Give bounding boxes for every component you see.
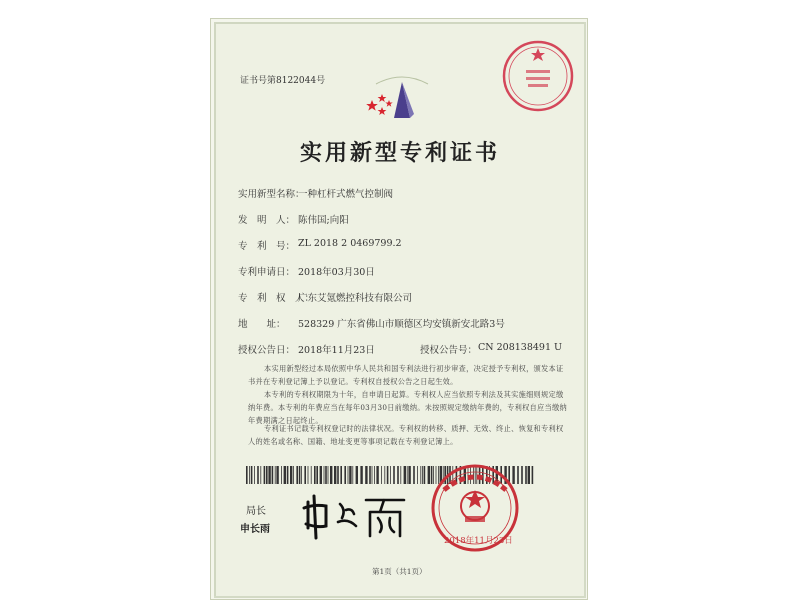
field-label-filing-date: 专利申请日： xyxy=(238,267,296,278)
field-label-patentee: 专 利 权 人： xyxy=(238,293,315,304)
field-value-patentee: 广东艾氪燃控科技有限公司 xyxy=(298,293,413,304)
announce-no-label: 授权公告号： xyxy=(420,345,478,356)
announce-date-label: 授权公告日： xyxy=(238,345,296,356)
signature-icon xyxy=(300,488,410,544)
paragraph-term: 本专利的专利权期限为十年，自申请日起算。专利权人应当依照专利法及其实施细则规定缴纳年费。本专利的年费应当在每年03月30日前缴纳。未按照规定缴纳年费的，专利权自应当缴纳年费期满之日起终止。 xyxy=(248,390,567,425)
paragraph-record: 专利证书记载专利权登记时的法律状况。专利权的转移、质押、无效、终止、恢复和专利权人的姓名或名称、国籍、地址变更等事项记载在专利登记簿上。 xyxy=(248,424,564,446)
field-value-filing-date: 2018年03月30日 xyxy=(298,267,375,278)
certificate-number: 证书号第8122044号 xyxy=(240,76,326,86)
field-label-address: 地 址： xyxy=(238,319,286,330)
director-title: 局长 xyxy=(246,506,266,517)
certificate-title: 实用新型专利证书 xyxy=(300,140,501,166)
field-value-address: 528329 广东省佛山市顺德区均安镇新安北路3号 xyxy=(298,319,505,330)
seal-date: 2018年11月23日 xyxy=(444,536,513,546)
field-label-inventor: 发 明 人： xyxy=(238,215,296,226)
patent-office-logo-icon xyxy=(362,70,434,120)
field-value-inventor: 陈伟国;向阳 xyxy=(298,215,349,226)
director-name: 申长雨 xyxy=(240,524,270,535)
paragraph-grant: 本实用新型经过本局依照中华人民共和国专利法进行初步审查，决定授予专利权，颁发本证书并在专利登记簿上予以登记。专利权自授权公告之日起生效。 xyxy=(248,364,564,386)
field-value-patent-no: ZL 2018 2 0469799.2 xyxy=(298,238,402,249)
agency-seal-icon xyxy=(498,36,578,116)
field-value-name: 一种杠杆式燃气控制阀 xyxy=(298,189,394,200)
announce-date-value: 2018年11月23日 xyxy=(298,345,375,356)
field-label-name: 实用新型名称： xyxy=(238,189,305,200)
page-number: 第1页（共1页） xyxy=(372,567,427,576)
announce-no-value: CN 208138491 U xyxy=(478,342,563,353)
field-label-patent-no: 专 利 号： xyxy=(238,241,296,252)
